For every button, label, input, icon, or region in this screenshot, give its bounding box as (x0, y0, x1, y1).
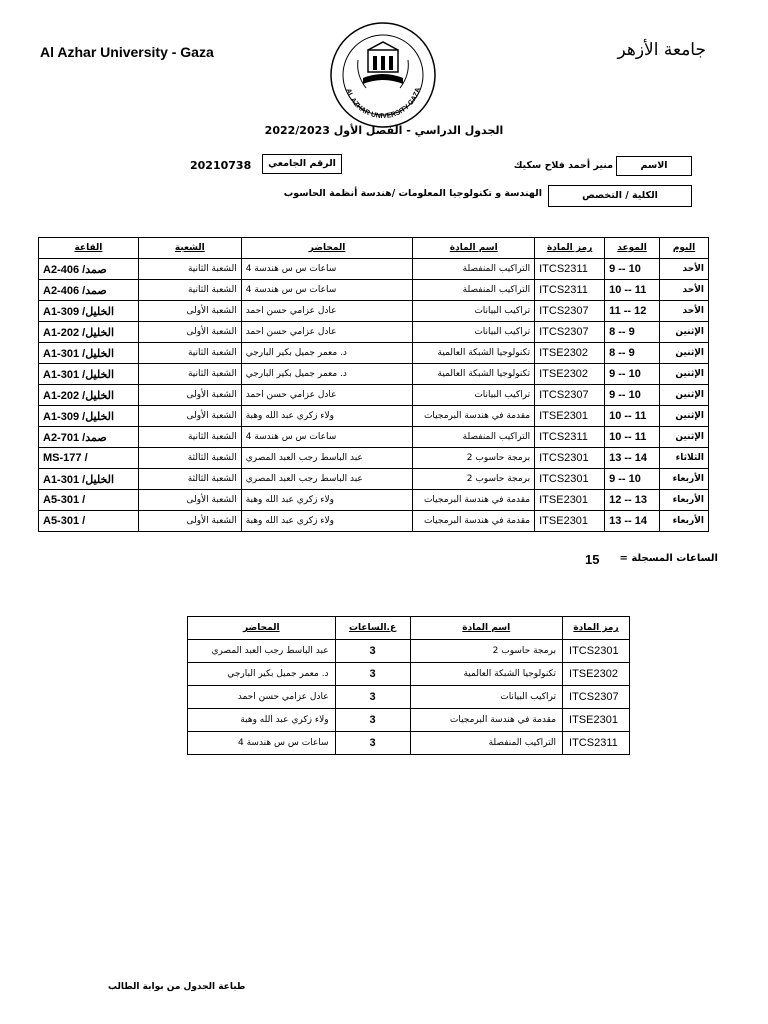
schedule-cell-room: A2-701 /صمد (39, 427, 139, 448)
schedule-row (39, 490, 709, 511)
schedule-cell-room: A1-309 /الخليل (39, 301, 139, 322)
course-cell-hours: 3 (335, 663, 410, 686)
course-cell-hours: 3 (335, 732, 410, 755)
schedule-cell-time: 9 -- 10 (605, 259, 660, 280)
courses-header-row (188, 617, 630, 640)
header-day: اليوم (660, 238, 709, 259)
course-cell-instructor: عادل عزامي حسن احمد (188, 686, 336, 709)
courses-header-name: اسم المادة (410, 617, 563, 640)
schedule-cell-time: 11 -- 12 (605, 301, 660, 322)
course-row (188, 732, 630, 755)
schedule-cell-code: ITSE2302 (535, 343, 605, 364)
schedule-cell-day: الأربعاء (660, 511, 709, 532)
schedule-cell-instructor: ساعات س س هندسة 4 (241, 259, 413, 280)
schedule-cell-day: الإثنين (660, 406, 709, 427)
schedule-cell-day: الأحد (660, 280, 709, 301)
course-row (188, 686, 630, 709)
courses-header-code: رمز المادة (563, 617, 630, 640)
svg-text:AL AZHAR UNIVERSITY-GAZA (344, 87, 422, 120)
schedule-cell-instructor: ولاء زكري عبد الله وهبة (241, 511, 413, 532)
student-name-value: منير أحمد فلاح سكيك (513, 160, 613, 171)
course-cell-name: مقدمة في هندسة البرمجيات (410, 709, 563, 732)
footer-note: طباعة الجدول من بوابة الطالب (108, 982, 246, 992)
schedule-cell-room: A5-301 / (39, 490, 139, 511)
schedule-cell-code: ITCS2311 (535, 259, 605, 280)
logo-text: AL AZHAR UNIVERSITY-GAZA (344, 86, 423, 121)
registered-hours-label (619, 553, 718, 564)
schedule-row (39, 280, 709, 301)
course-cell-hours: 3 (335, 686, 410, 709)
course-cell-code: ITCS2301 (563, 640, 630, 663)
course-row (188, 640, 630, 663)
schedule-cell-name: مقدمة في هندسة البرمجيات (413, 406, 535, 427)
schedule-cell-instructor: عادل عزامي حسن احمد (241, 322, 413, 343)
schedule-cell-section: الشعبة الأولى (138, 490, 241, 511)
hours-label-text: الساعات المسجلة (631, 553, 718, 564)
course-cell-name: تكنولوجيا الشبكة العالمية (410, 663, 563, 686)
schedule-cell-section: الشعبة الثالثة (138, 448, 241, 469)
schedule-cell-section: الشعبة الثانية (138, 280, 241, 301)
schedule-cell-time: 8 -- 9 (605, 322, 660, 343)
schedule-cell-name: برمجة حاسوب 2 (413, 469, 535, 490)
student-id-value: 20210738 (190, 159, 252, 172)
courses-table (187, 616, 630, 755)
schedule-cell-name: تكنولوجيا الشبكة العالمية (413, 343, 535, 364)
student-id-label: الرقم الجامعي (262, 154, 342, 174)
schedule-cell-name: تراكيب البيانات (413, 301, 535, 322)
schedule-cell-name: تكنولوجيا الشبكة العالمية (413, 364, 535, 385)
schedule-cell-room: A2-406 /صمد (39, 280, 139, 301)
header-time: الموعد (605, 238, 660, 259)
university-name-en: Al Azhar University - Gaza (40, 44, 214, 60)
header-room: القاعة (39, 238, 139, 259)
schedule-cell-name: مقدمة في هندسة البرمجيات (413, 490, 535, 511)
schedule-row (39, 301, 709, 322)
schedule-row (39, 322, 709, 343)
schedule-cell-name: تراكيب البيانات (413, 385, 535, 406)
schedule-cell-instructor: ساعات س س هندسة 4 (241, 280, 413, 301)
schedule-cell-name: تراكيب البيانات (413, 322, 535, 343)
schedule-row (39, 343, 709, 364)
schedule-cell-section: الشعبة الثالثة (138, 469, 241, 490)
schedule-row (39, 469, 709, 490)
course-cell-instructor: عبد الباسط رجب العبد المصري (188, 640, 336, 663)
course-cell-code: ITCS2311 (563, 732, 630, 755)
course-cell-code: ITSE2302 (563, 663, 630, 686)
schedule-cell-section: الشعبة الثانية (138, 343, 241, 364)
course-cell-instructor: د. معمر جميل بكير البارجي (188, 663, 336, 686)
header-course-name: اسم المادة (413, 238, 535, 259)
schedule-cell-code: ITCS2311 (535, 427, 605, 448)
schedule-cell-code: ITSE2301 (535, 406, 605, 427)
schedule-cell-name: مقدمة في هندسة البرمجيات (413, 511, 535, 532)
schedule-row (39, 448, 709, 469)
schedule-cell-day: الأربعاء (660, 469, 709, 490)
schedule-row (39, 385, 709, 406)
schedule-row (39, 364, 709, 385)
schedule-cell-day: الإثنين (660, 343, 709, 364)
schedule-cell-instructor: د. معمر جميل بكير البارجي (241, 343, 413, 364)
student-name-label: الاسم (616, 156, 692, 176)
schedule-cell-time: 9 -- 10 (605, 385, 660, 406)
schedule-cell-section: الشعبة الأولى (138, 301, 241, 322)
schedule-cell-section: الشعبة الأولى (138, 511, 241, 532)
courses-header-instructor: المحاضر (188, 617, 336, 640)
schedule-cell-room: A1-309 /الخليل (39, 406, 139, 427)
course-cell-code: ITCS2307 (563, 686, 630, 709)
schedule-cell-section: الشعبة الأولى (138, 385, 241, 406)
schedule-cell-instructor: عادل عزامي حسن احمد (241, 385, 413, 406)
schedule-cell-room: A1-301 /الخليل (39, 469, 139, 490)
faculty-value: الهندسة و تكنولوجيا المعلومات /هندسة أنظمة الحاسوب (283, 188, 542, 199)
course-cell-name: تراكيب البيانات (410, 686, 563, 709)
schedule-cell-day: الإثنين (660, 385, 709, 406)
schedule-cell-code: ITCS2311 (535, 280, 605, 301)
registered-hours-value: 15 (585, 552, 600, 567)
schedule-cell-time: 9 -- 10 (605, 364, 660, 385)
schedule-cell-section: الشعبة الثانية (138, 259, 241, 280)
course-cell-instructor: ساعات س س هندسة 4 (188, 732, 336, 755)
schedule-cell-day: الأحد (660, 259, 709, 280)
schedule-cell-room: A5-301 / (39, 511, 139, 532)
schedule-cell-day: الأحد (660, 301, 709, 322)
schedule-header-row (39, 238, 709, 259)
faculty-label: الكلية / التخصص (548, 185, 692, 207)
schedule-cell-name: التراكيب المنفصلة (413, 427, 535, 448)
schedule-cell-room: MS-177 / (39, 448, 139, 469)
schedule-cell-day: الإثنين (660, 322, 709, 343)
schedule-cell-time: 13 -- 14 (605, 511, 660, 532)
schedule-cell-day: الثلاثاء (660, 448, 709, 469)
schedule-cell-time: 13 -- 14 (605, 448, 660, 469)
schedule-cell-instructor: عادل عزامي حسن احمد (241, 301, 413, 322)
schedule-cell-day: الأربعاء (660, 490, 709, 511)
course-row (188, 663, 630, 686)
header-code: رمز المادة (535, 238, 605, 259)
header-section: الشعبة (138, 238, 241, 259)
schedule-cell-name: برمجة حاسوب 2 (413, 448, 535, 469)
schedule-cell-code: ITCS2307 (535, 385, 605, 406)
schedule-row (39, 259, 709, 280)
schedule-cell-room: A1-301 /الخليل (39, 364, 139, 385)
schedule-cell-name: التراكيب المنفصلة (413, 280, 535, 301)
university-logo (328, 20, 438, 130)
schedule-cell-time: 9 -- 10 (605, 469, 660, 490)
schedule-row (39, 511, 709, 532)
schedule-row (39, 406, 709, 427)
schedule-cell-code: ITSE2302 (535, 364, 605, 385)
schedule-cell-instructor: ولاء زكري عبد الله وهبة (241, 490, 413, 511)
schedule-cell-day: الإثنين (660, 427, 709, 448)
schedule-cell-time: 10 -- 11 (605, 427, 660, 448)
schedule-cell-room: A1-202 /الخليل (39, 322, 139, 343)
schedule-cell-time: 10 -- 11 (605, 406, 660, 427)
schedule-row (39, 427, 709, 448)
schedule-cell-instructor: ولاء زكري عبد الله وهبة (241, 406, 413, 427)
schedule-cell-instructor: ساعات س س هندسة 4 (241, 427, 413, 448)
schedule-cell-code: ITCS2301 (535, 469, 605, 490)
schedule-cell-time: 12 -- 13 (605, 490, 660, 511)
course-row (188, 709, 630, 732)
course-cell-instructor: ولاء زكري عبد الله وهبة (188, 709, 336, 732)
header-instructor: المحاضر (241, 238, 413, 259)
schedule-title: الجدول الدراسي - الفصل الأول 2022/2023 (264, 124, 504, 137)
schedule-cell-room: A2-406 /صمد (39, 259, 139, 280)
schedule-cell-section: الشعبة الأولى (138, 406, 241, 427)
schedule-cell-code: ITCS2301 (535, 448, 605, 469)
course-cell-name: برمجة حاسوب 2 (410, 640, 563, 663)
course-cell-name: التراكيب المنفصلة (410, 732, 563, 755)
schedule-cell-code: ITSE2301 (535, 511, 605, 532)
schedule-cell-room: A1-301 /الخليل (39, 343, 139, 364)
courses-header-hours: ع.الساعات (335, 617, 410, 640)
schedule-cell-instructor: د. معمر جميل بكير البارجي (241, 364, 413, 385)
course-cell-code: ITSE2301 (563, 709, 630, 732)
schedule-cell-day: الإثنين (660, 364, 709, 385)
schedule-cell-name: التراكيب المنفصلة (413, 259, 535, 280)
schedule-cell-time: 10 -- 11 (605, 280, 660, 301)
schedule-cell-room: A1-202 /الخليل (39, 385, 139, 406)
schedule-cell-section: الشعبة الأولى (138, 322, 241, 343)
schedule-cell-instructor: عبد الباسط رجب العبد المصري (241, 448, 413, 469)
schedule-table (38, 237, 709, 532)
university-name-ar: جامعة الأزهر (617, 40, 706, 60)
course-cell-hours: 3 (335, 709, 410, 732)
course-cell-hours: 3 (335, 640, 410, 663)
schedule-cell-section: الشعبة الثانية (138, 427, 241, 448)
schedule-cell-code: ITSE2301 (535, 490, 605, 511)
schedule-cell-section: الشعبة الثانية (138, 364, 241, 385)
schedule-cell-instructor: عبد الباسط رجب العبد المصري (241, 469, 413, 490)
hours-equals: = (619, 553, 628, 564)
schedule-cell-time: 8 -- 9 (605, 343, 660, 364)
schedule-cell-code: ITCS2307 (535, 322, 605, 343)
schedule-cell-code: ITCS2307 (535, 301, 605, 322)
